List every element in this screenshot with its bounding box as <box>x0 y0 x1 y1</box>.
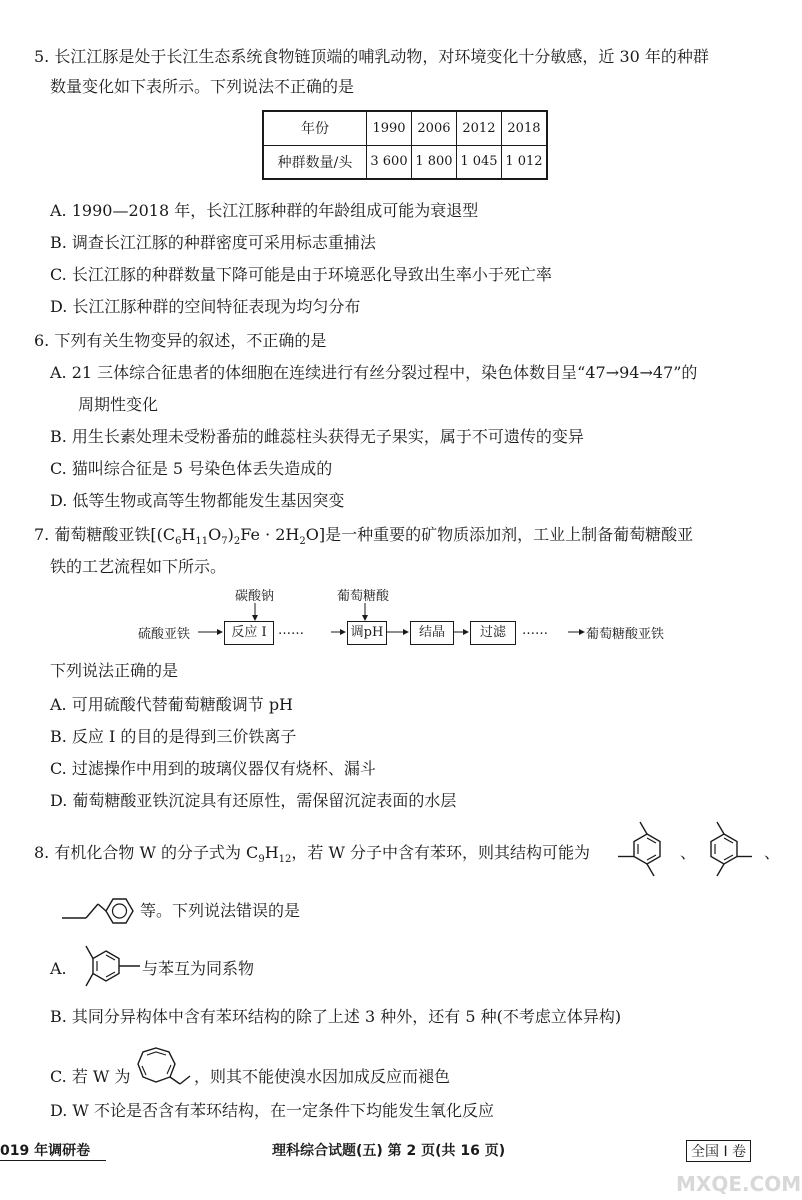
element-h: H <box>264 843 279 862</box>
table-cell: 2018 <box>501 111 547 145</box>
q5-stem-line2: 数量变化如下表所示。下列说法不正确的是 <box>50 77 355 96</box>
sub: 9 <box>258 854 265 866</box>
flow-end: 葡萄糖酸亚铁 <box>586 627 665 642</box>
q8-stem-line1 <box>34 842 590 871</box>
q7-stem-mid: Fe · 2H <box>240 525 300 544</box>
structure-trimethylbenzene-3-icon <box>76 932 146 998</box>
flow-step-crystallize: 结晶 <box>410 621 454 645</box>
q6-option-a-line1: A. 21 三体综合征患者的体细胞在连续进行有丝分裂过程中，染色体数目呈“47→94→47”的 <box>50 363 698 382</box>
flow-step-reaction: 反应 I <box>224 621 274 645</box>
footer-divider <box>0 1160 106 1161</box>
table-cell: 2012 <box>456 111 501 145</box>
structure-propylbenzene-icon <box>60 888 138 934</box>
sub: 12 <box>278 854 292 866</box>
q7-stem-line2: 铁的工艺流程如下所示。 <box>50 557 227 576</box>
q8-option-b: B. 其同分异构体中含有苯环结构的除了上述 3 种外，还有 5 种(不考虑立体异构) <box>50 1007 622 1026</box>
q7-stem-pre: 7. 葡萄糖酸亚铁[(C <box>34 525 176 544</box>
q8-option-d: D. W 不论是否含有苯环结构，在一定条件下均能发生氧化反应 <box>50 1101 494 1120</box>
structure-cycloheptatriene-icon <box>132 1044 194 1094</box>
sub: 2 <box>299 536 306 548</box>
q5-option-c: C. 长江江豚的种群数量下降可能是由于环境恶化导致出生率小于死亡率 <box>50 265 552 284</box>
q7-stem-post: O]是一种重要的矿物质添加剂，工业上制备葡萄糖酸亚 <box>305 525 694 544</box>
sub: 6 <box>175 536 182 548</box>
q6-option-d: D. 低等生物或高等生物都能发生基因突变 <box>50 491 345 510</box>
q6-stem: 6. 下列有关生物变异的叙述，不正确的是 <box>34 331 327 350</box>
table-cell: 1990 <box>367 111 412 145</box>
q8-option-a-text: 与苯互为同系物 <box>142 959 255 978</box>
footer-left: 019 年调研卷 <box>0 1143 91 1159</box>
q6-option-c: C. 猫叫综合征是 5 号染色体丢失造成的 <box>50 459 333 478</box>
q7-option-a: A. 可用硫酸代替葡萄糖酸调节 pH <box>50 695 294 714</box>
q5-stem-line1: 5. 长江江豚是处于长江生态系统食物链顶端的哺乳动物，对环境变化十分敏感，近 30 年的种群 <box>34 47 709 66</box>
q8-option-c-text: ，则其不能使溴水因加成反应而褪色 <box>194 1067 451 1086</box>
q8-stem-post: ，若 W 分子中含有苯环，则其结构可能为 <box>291 843 590 862</box>
table-row-counts <box>263 145 547 179</box>
flow-dots: …… <box>278 623 304 638</box>
sub: 11 <box>195 536 209 548</box>
q7-option-d: D. 葡萄糖酸亚铁沉淀具有还原性，需保留沉淀表面的水层 <box>50 791 457 810</box>
structure-trimethylbenzene-1-icon <box>616 818 678 880</box>
q8-separator: 、 <box>764 843 781 862</box>
q7-option-c: C. 过滤操作中用到的玻璃仪器仅有烧杯、漏斗 <box>50 759 376 778</box>
q5-option-d: D. 长江江豚种群的空间特征表现为均匀分布 <box>50 297 361 316</box>
element-h: H <box>181 525 196 544</box>
table-cell: 1 012 <box>501 145 547 179</box>
table-cell: 2006 <box>411 111 456 145</box>
flow-start: 硫酸亚铁 <box>138 627 191 642</box>
q8-separator: 、 <box>680 843 697 862</box>
footer-page-info: 理科综合试题(五) 第 2 页(共 16 页) <box>272 1143 506 1159</box>
table-cell: 3 600 <box>367 145 412 179</box>
flow-step-ph: 调pH <box>347 621 387 645</box>
sub: 7 <box>221 536 228 548</box>
flow-step-filter: 过滤 <box>470 621 516 645</box>
q8-option-a-label: A. <box>50 959 67 978</box>
table-cell: 1 800 <box>411 145 456 179</box>
q8-stem-pre: 8. 有机化合物 W 的分子式为 C <box>34 843 259 862</box>
table-header-year: 年份 <box>263 111 367 145</box>
flow-input-sodium-carbonate: 碳酸钠 <box>235 589 275 604</box>
q5-option-a: A. 1990—2018 年，长江江豚种群的年龄组成可能为衰退型 <box>50 201 479 220</box>
population-table <box>262 110 548 180</box>
q8-stem-line2: 等。下列说法错误的是 <box>140 901 301 920</box>
q6-option-b: B. 用生长素处理未受粉番茄的雌蕊柱头获得无子果实，属于不可遗传的变异 <box>50 427 584 446</box>
q8-option-c-label: C. 若 W 为 <box>50 1067 131 1086</box>
sub: 2 <box>233 536 241 548</box>
table-cell: 1 045 <box>456 145 501 179</box>
flow-dots: …… <box>522 623 548 638</box>
process-flowchart <box>138 585 678 645</box>
watermark-text: MXQE.COM <box>676 1172 802 1196</box>
q7-prompt: 下列说法正确的是 <box>50 661 179 680</box>
footer-exam-badge: 全国 I 卷 <box>686 1140 751 1162</box>
q6-option-a-line2: 周期性变化 <box>78 395 159 414</box>
q7-stem-line1 <box>34 524 693 553</box>
q5-option-b: B. 调查长江江豚的种群密度可采用标志重捕法 <box>50 233 376 252</box>
structure-trimethylbenzene-2-icon <box>696 818 762 880</box>
q7-option-b: B. 反应 I 的目的是得到三价铁离子 <box>50 727 297 746</box>
table-header-count: 种群数量/头 <box>263 145 367 179</box>
table-row-years <box>263 111 547 145</box>
element-o: O <box>208 525 222 544</box>
flow-input-gluconic-acid: 葡萄糖酸 <box>337 589 390 604</box>
paren: ) <box>227 525 234 544</box>
